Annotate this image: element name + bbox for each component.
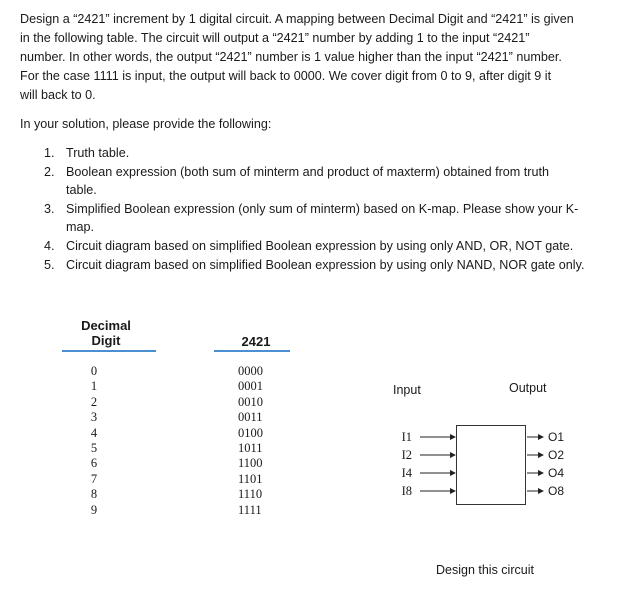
code-cell: 1101 <box>238 471 263 486</box>
header-line: Decimal <box>81 318 131 333</box>
code-2421-header: 2421 <box>241 334 271 349</box>
requirement-text: Circuit diagram based on simplified Boolean expression by using only AND, OR, NOT gate. <box>66 239 574 253</box>
digit-cell: 3 <box>90 410 98 425</box>
digit-cell: 9 <box>90 502 98 517</box>
statement-line: For the case 1111 is input, the output will back to 0000. We cover digit from 0 to 9, after digit 9 it <box>20 69 552 83</box>
header-line: Digit <box>91 333 121 348</box>
digit-cell: 5 <box>90 441 98 456</box>
requirement-text: Simplified Boolean expression (only sum of minterm) based on K-map. Please show your K- <box>66 202 579 216</box>
input-i8-label: I8 <box>401 484 412 498</box>
requirement-text: Boolean expression (both sum of minterm and product of maxterm) obtained from truth <box>66 165 549 179</box>
digit-cell: 1 <box>90 379 98 394</box>
diagram-caption: Design this circuit <box>436 563 534 577</box>
digit-cell: 7 <box>90 471 98 486</box>
code-cell: 0000 <box>238 364 263 378</box>
code-cell: 1011 <box>238 441 263 456</box>
code-cell: 0011 <box>238 410 263 425</box>
input-label: Input <box>393 383 421 397</box>
statement-line: will back to 0. <box>20 88 96 102</box>
requirement-number: 3. <box>44 202 55 216</box>
digit-cell: 2 <box>90 394 98 409</box>
code-cell: 0100 <box>238 425 263 440</box>
input-i4-label: I4 <box>401 466 412 480</box>
requirement-number: 5. <box>44 258 55 272</box>
code-cell: 0001 <box>238 379 263 394</box>
digit-cell: 6 <box>90 456 98 471</box>
statement-line: number. In other words, the output “2421” number is 1 value higher than the input “2421” number. <box>20 50 562 64</box>
requirement-number: 2. <box>44 165 55 179</box>
requirement-text: Truth table. <box>66 146 130 160</box>
requirement-text: map. <box>66 220 94 234</box>
output-o2-label: O2 <box>548 448 565 462</box>
requirement-text: Circuit diagram based on simplified Boolean expression by using only NAND, NOR gate only. <box>66 258 585 272</box>
output-o8-label: O8 <box>548 484 565 498</box>
requirement-number: 1. <box>44 146 55 160</box>
requirement-number: 4. <box>44 239 55 253</box>
code-cell: 1100 <box>238 456 263 471</box>
digit-cell: 8 <box>90 487 98 502</box>
digit-cell: 0 <box>90 364 98 378</box>
output-o4-label: O4 <box>548 466 565 480</box>
code-cell: 1111 <box>238 502 262 517</box>
solution-prompt: In your solution, please provide the following: <box>20 117 272 131</box>
statement-line: in the following table. The circuit will output a “2421” number by adding 1 to the input “2421” <box>20 31 530 45</box>
requirement-text: table. <box>66 183 97 197</box>
input-i2-label: I2 <box>401 448 412 462</box>
statement-line: Design a “2421” increment by 1 digital circuit. A mapping between Decimal Digit and “2421” is given <box>20 12 574 26</box>
code-cell: 1110 <box>238 487 263 502</box>
input-i1-label: I1 <box>401 430 412 444</box>
output-label: Output <box>509 381 547 395</box>
digit-cell: 4 <box>90 425 98 440</box>
code-cell: 0010 <box>238 394 263 409</box>
output-o1-label: O1 <box>548 430 565 444</box>
